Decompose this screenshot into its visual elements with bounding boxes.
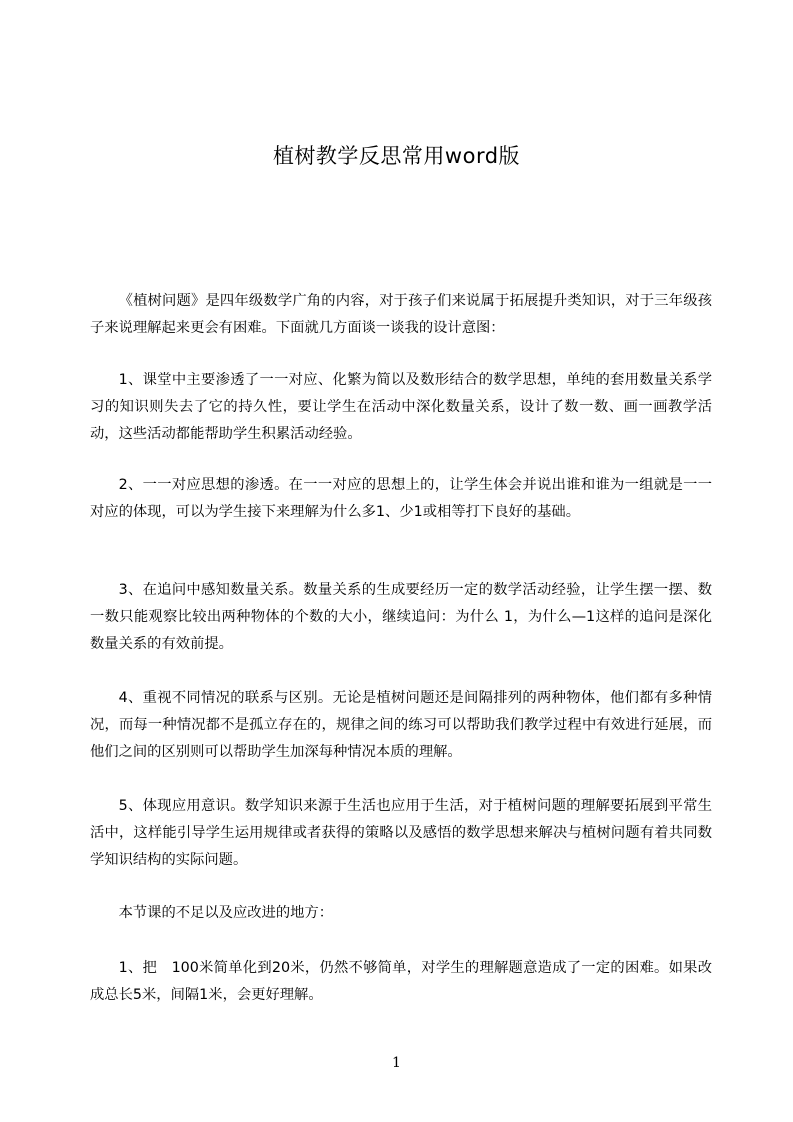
paragraph-point-1: 1、课堂中主要渗透了一一对应、化繁为简以及数形结合的数学思想，单纯的套用数量关系学习的知识则失去了它的持久性，要让学生在活动中深化数量关系，设计了数一数、画一画教学活动，这些活动都能帮助学生积累活动经验。 (90, 372, 712, 442)
paragraph-shortcomings-heading: 本节课的不足以及应改进的地方： (118, 905, 334, 921)
paragraph-point-2: 2、一一对应思想的渗透。在一一对应的思想上的，让学生体会并说出谁和谁为一组就是一一对应的体现，可以为学生接下来理解为什么多1、少1或相等打下良好的基础。 (90, 477, 712, 520)
paragraph-intro: 《植树问题》是四年级数学广角的内容，对于孩子们来说属于拓展提升类知识，对于三年级孩子来说理解起来更会有困难。下面就几方面谈一谈我的设计意图： (90, 293, 712, 336)
page-number: 1 (392, 1055, 401, 1071)
paragraph-point-3: 3、在追问中感知数量关系。数量关系的生成要经历一定的数学活动经验，让学生摆一摆、数一数只能观察比较出两种物体的个数的大小，继续追问：为什么 1，为什么—1这样的追问是深化数量关系的有效前提。 (90, 582, 712, 652)
paragraph-point-5: 5、体现应用意识。数学知识来源于生活也应用于生活，对于植树问题的理解要拓展到平常生活中，这样能引导学生运用规律或者获得的策略以及感悟的数学思想来解决与植树问题有着共同数学知识结构的实际问题。 (90, 798, 712, 868)
document-title: 植树教学反思常用word版 (272, 144, 521, 168)
paragraph-shortcoming-1: 1、把 100米简单化到20米，仍然不够简单，对学生的理解题意造成了一定的困难。如果改成总长5米，间隔1米，会更好理解。 (90, 960, 712, 1003)
paragraph-point-4: 4、重视不同情况的联系与区别。无论是植树问题还是间隔排列的两种物体，他们都有多种情况，而每一种情况都不是孤立存在的，规律之间的练习可以帮助我们教学过程中有效进行延展，而他们之间的区别则可以帮助学生加深每种情况本质的理解。 (90, 690, 712, 760)
